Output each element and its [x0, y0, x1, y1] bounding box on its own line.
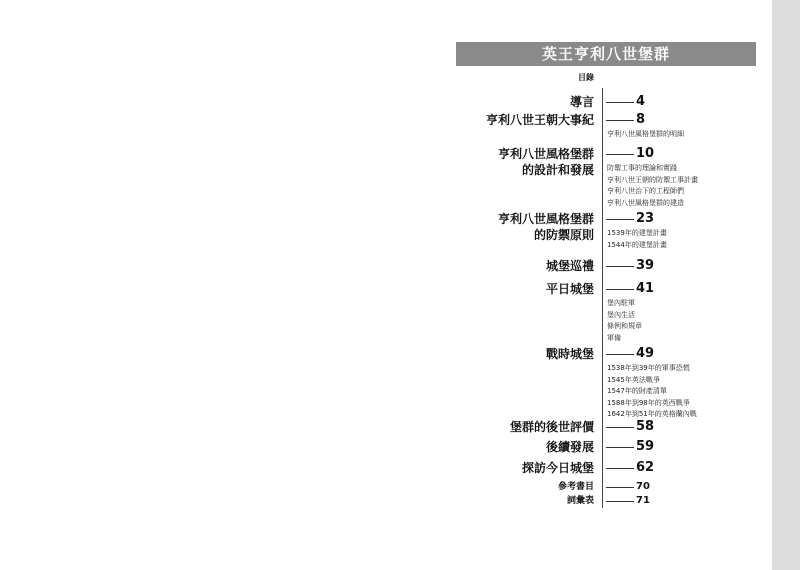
toc-subsection-item: 1538年到39年的軍事恐慌 — [607, 364, 690, 372]
toc-entry-title — [546, 439, 594, 455]
toc-subsection-item: 堡內生活 — [607, 310, 635, 319]
toc-page-number: 8 — [636, 112, 646, 127]
toc-subsection-item: 1545年英法戰爭 — [607, 375, 660, 384]
toc-leader-line — [606, 154, 634, 155]
book-title: 英王亨利八世堡群 — [541, 45, 670, 63]
toc-entry-title — [522, 460, 594, 476]
toc-leader-line — [606, 468, 634, 469]
toc-subsection-item: 亨利八世風格堡群的建造 — [607, 198, 684, 207]
toc-entry-title-line: 詞彙表 — [566, 496, 594, 506]
toc-entry-title-line: 亨利八世風格堡群 — [497, 147, 594, 161]
toc-entry-title — [546, 281, 594, 297]
toc-entry-title-line: 的設計和發展 — [521, 163, 594, 177]
toc-leader-line — [606, 266, 634, 267]
toc-subsection-item: 亨利八世治下的工程師們 — [607, 187, 684, 195]
toc-leader-line — [606, 219, 634, 220]
toc-page-number: 70 — [636, 481, 650, 492]
toc-subsections — [607, 363, 697, 421]
toc-page-number: 62 — [636, 460, 655, 475]
toc-page-number: 59 — [636, 439, 655, 454]
toc-subsection-item: 1588年到98年的英西戰爭 — [607, 398, 690, 407]
toc-subsection-item: 亨利八世風格堡群的明細 — [607, 130, 684, 138]
toc-subsection-item: 條例和規章 — [607, 322, 642, 330]
toc-leader-line — [606, 120, 634, 121]
toc-entry-title — [567, 494, 594, 508]
toc-page-number: 23 — [636, 211, 655, 226]
toc-leader-line — [606, 501, 634, 502]
toc-leader-line — [606, 447, 634, 448]
toc-subsection-item: 1642年到51年的英格蘭內戰 — [607, 410, 697, 418]
toc-page-number: 39 — [636, 258, 655, 273]
toc-subsections — [607, 163, 698, 209]
toc-page-number: 71 — [636, 495, 650, 506]
toc-page-number: 10 — [636, 146, 655, 161]
toc-page-number: 58 — [636, 419, 655, 434]
toc-entry-title — [570, 94, 594, 110]
toc-entry-title — [486, 112, 594, 128]
toc-subsection-item: 防禦工事的理論和實踐 — [607, 164, 677, 172]
toc-leader-line — [606, 102, 634, 103]
toc-entry-title-line: 亨利八世王朝大事紀 — [485, 113, 594, 127]
toc-entry-title-line: 探訪今日城堡 — [521, 461, 594, 475]
toc-subsection-item: 軍備 — [607, 333, 621, 342]
toc-entry-title-line: 亨利八世風格堡群 — [497, 212, 594, 226]
toc-entry-title-line: 後續發展 — [545, 440, 594, 454]
toc-entry-title-line: 城堡巡禮 — [545, 259, 594, 273]
toc-entry-title-line: 導言 — [569, 95, 594, 109]
toc-leader-line — [606, 427, 634, 428]
page-edge-strip — [772, 0, 800, 570]
toc-entry-title — [546, 258, 594, 274]
toc-subsections — [607, 129, 684, 141]
toc-entry-title-line: 的防禦原則 — [533, 228, 594, 242]
toc-divider-line — [602, 88, 603, 508]
toc-entry-title-line: 戰時城堡 — [545, 347, 594, 361]
toc-entry-title — [546, 346, 594, 362]
toc-subsection-item: 1539年的建堡計畫 — [607, 229, 667, 237]
toc-entry-title — [510, 419, 594, 435]
toc-subsection-item: 堡內駐軍 — [607, 299, 635, 307]
toc-leader-line — [606, 289, 634, 290]
toc-page-number: 49 — [636, 346, 655, 361]
toc-page-number: 4 — [636, 94, 646, 109]
toc-entry-title-line: 參考書目 — [557, 482, 594, 492]
toc-leader-line — [606, 487, 634, 488]
toc-entry-title-line: 平日城堡 — [545, 282, 594, 296]
toc-page-number: 41 — [636, 281, 655, 296]
book-title-bar — [456, 42, 756, 66]
toc-entry-title — [498, 211, 594, 243]
toc-entry-title — [498, 146, 594, 178]
toc-label: 目錄 — [578, 73, 594, 82]
toc-subsection-item: 亨利八世王朝的防禦工事計畫 — [607, 175, 698, 184]
toc-subsections — [607, 228, 667, 251]
toc-leader-line — [606, 354, 634, 355]
toc-subsection-item: 1544年的建堡計畫 — [607, 240, 667, 249]
toc-entry-title — [558, 480, 594, 494]
toc-entry-title-line: 堡群的後世評價 — [509, 420, 594, 434]
toc-subsection-item: 1547年的財產清單 — [607, 387, 667, 395]
toc-subsections — [607, 298, 642, 344]
